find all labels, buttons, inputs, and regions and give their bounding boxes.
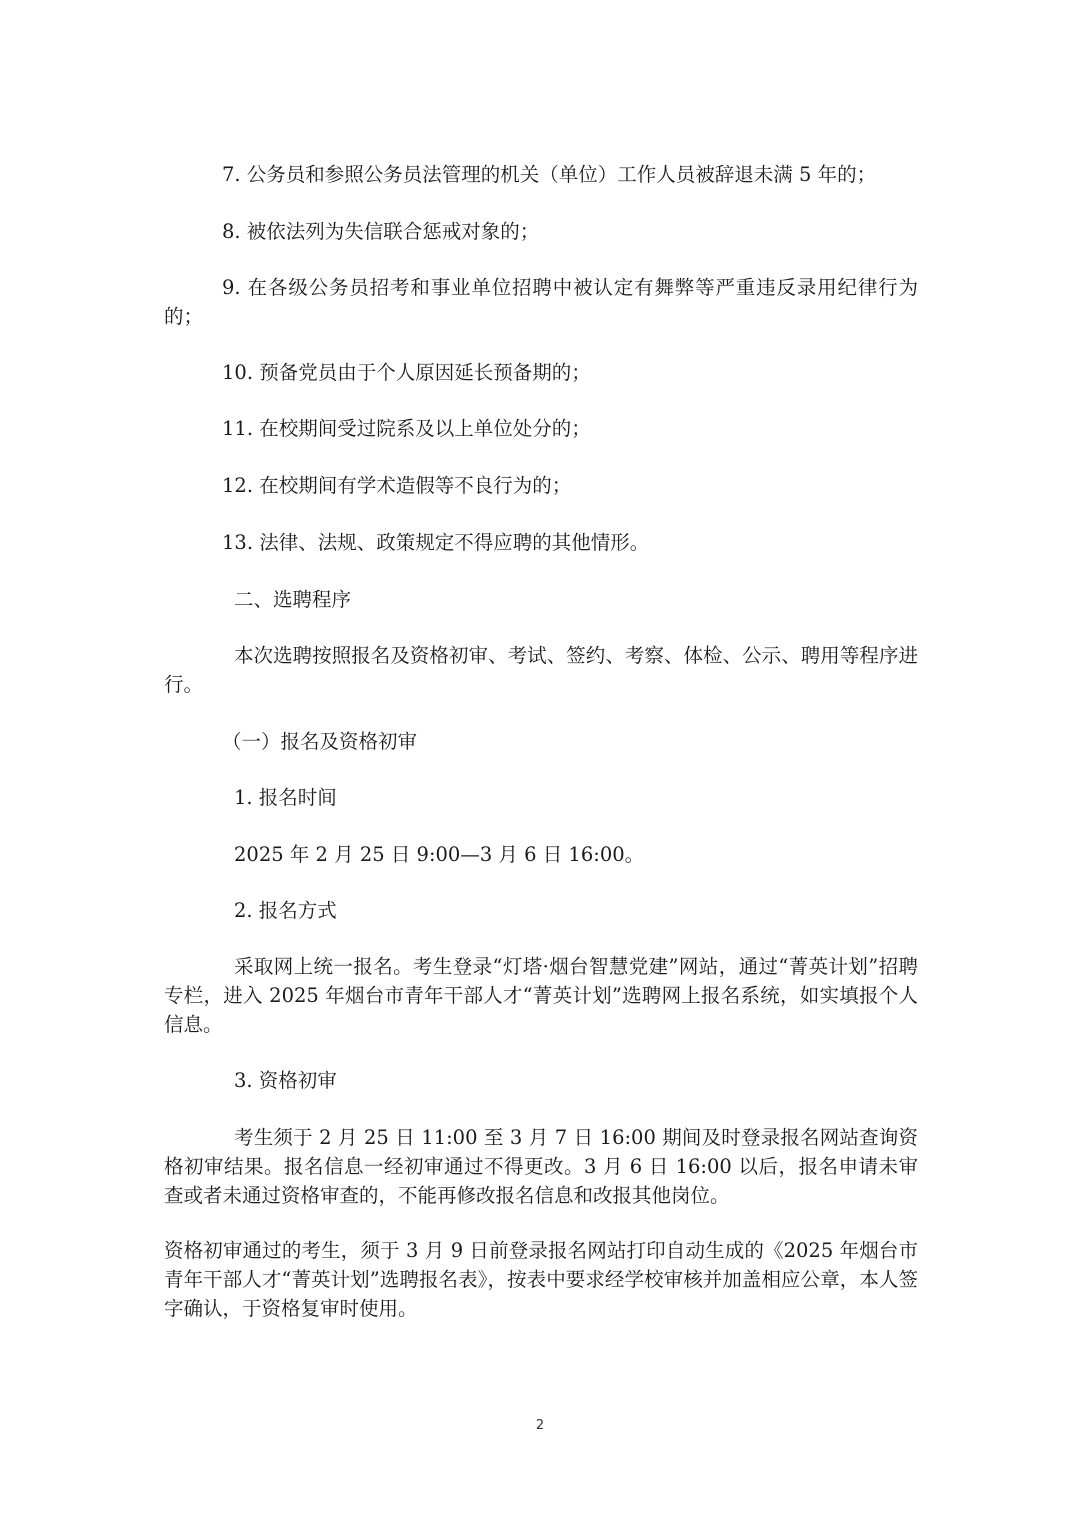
- method-heading: 2. 报名方式: [234, 899, 337, 922]
- list-item-13: 13. 法律、法规、政策规定不得应聘的其他情形。: [222, 531, 650, 554]
- page-number: 2: [535, 1418, 545, 1433]
- list-item-8: 8. 被依法列为失信联合惩戒对象的；: [222, 220, 540, 243]
- final-paragraph: 资格初审通过的考生，须于 3 月 9 日前登录报名网站打印自动生成的《2025 年烟台市青年干部人才“菁英计划”选聘报名表》，按表中要求经学校审核并加盖相应公章，本人签字确认，于资格复审时使用。: [164, 1239, 918, 1320]
- review-text: 考生须于 2 月 25 日 11:00 至 3 月 7 日 16:00 期间及时登录报名网站查询资格初审结果。报名信息一经初审通过不得更改。3 月 6 日 16:00 以后，报名申请未审查或者未通过资格审查的，不能再修改报名信息和改报其他岗位。: [164, 1126, 918, 1207]
- review-heading: 3. 资格初审: [234, 1069, 337, 1092]
- section-heading: 二、选聘程序: [234, 588, 352, 611]
- list-item-11: 11. 在校期间受过院系及以上单位处分的；: [222, 417, 591, 440]
- list-item-10: 10. 预备党员由于个人原因延长预备期的；: [222, 361, 591, 384]
- intro-paragraph: 本次选聘按照报名及资格初审、考试、签约、考察、体检、公示、聘用等程序进行。: [164, 644, 918, 696]
- method-text: 采取网上统一报名。考生登录“灯塔·烟台智慧党建”网站，通过“菁英计划”招聘专栏，进入 2025 年烟台市青年干部人才“菁英计划”选聘网上报名系统，如实填报个人信息。: [164, 955, 918, 1036]
- time-heading: 1. 报名时间: [234, 786, 337, 809]
- list-item-9: 9. 在各级公务员招考和事业单位招聘中被认定有舞弊等严重违反录用纪律行为的；: [164, 276, 918, 328]
- subsection-heading: （一）报名及资格初审: [222, 730, 418, 753]
- list-item-7: 7. 公务员和参照公务员法管理的机关（单位）工作人员被辞退未满 5 年的；: [222, 163, 877, 186]
- time-text: 2025 年 2 月 25 日 9:00—3 月 6 日 16:00。: [234, 843, 645, 866]
- list-item-12: 12. 在校期间有学术造假等不良行为的；: [222, 474, 572, 497]
